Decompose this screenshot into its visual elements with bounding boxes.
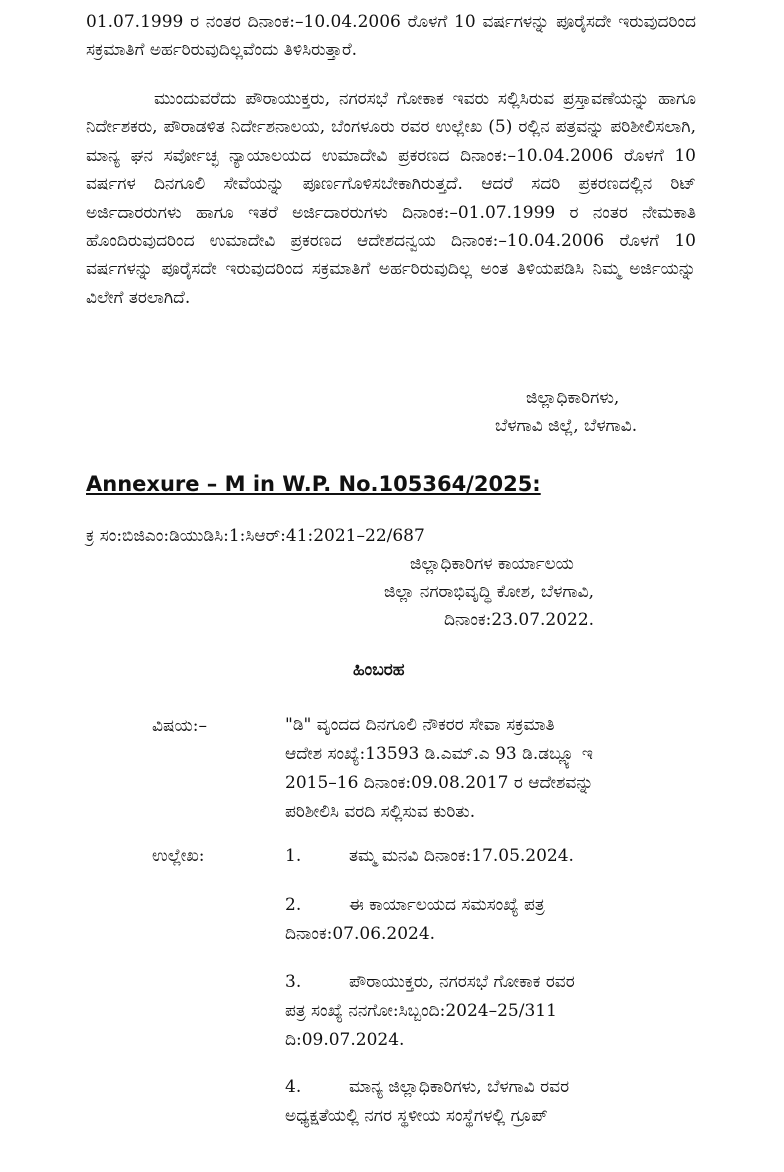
reference-item xyxy=(285,968,685,1055)
reference-line: ಅಧ್ಯಕ್ಷತೆಯಲ್ಲಿ ನಗರ ಸ್ಥಳೀಯ ಸಂಸ್ಥೆಗಳಲ್ಲಿ ಗ್ರೂಪ್ xyxy=(285,1106,548,1126)
paragraph-continuation: 01.07.1999 ರ ನಂತರ ದಿನಾಂಕ:–10.04.2006 ರೊಳಗೆ 10 ವರ್ಷಗಳನ್ನು ಪೂರೈಸದೇ ಇರುವುದರಿಂದ ಸಕ್ರಮಾತಿಗೆ ಅರ್ಹರಿರುವುದಿಲ್ಲವೆಂದು ತಿಳಿಸಿರುತ್ತಾರೆ. xyxy=(86,12,696,61)
subject-text xyxy=(285,711,685,827)
reference-item xyxy=(285,842,685,871)
subject-label: ವಿಷಯ:– xyxy=(152,716,207,736)
reference-number: ಕ್ರ ಸಂ:ಬಿಜಿಎಂ:ಡಿಯುಡಿಸಿ:1:ಸಿಆರ್:41:2021–22/687 xyxy=(86,526,425,546)
reference-item xyxy=(285,891,685,949)
paragraph-main: ಮುಂದುವರೆದು ಪೌರಾಯುಕ್ತರು, ನಗರಸಭೆ ಗೋಕಾಕ ಇವರು ಸಲ್ಲಿಸಿರುವ ಪ್ರಸ್ತಾವಣೆಯನ್ನು ಹಾಗೂ ನಿರ್ದೇಶಕರು, ಪೌರಾಡಳಿತ ನಿರ್ದೇಶನಾಲಯ, ಬೆಂಗಳೂರು ರವರ ಉಲ್ಲೇಖ (5) ರಲ್ಲಿನ ಪತ್ರವನ್ನು ಪರಿಶೀಲಿಸಲಾಗಿ, ಮಾನ್ಯ ಘನ ಸರ್ವೋಚ್ಛ ನ್ಯಾಯಾಲಯದ ಉಮಾದೇವಿ ಪ್ರಕರಣದ ದಿನಾಂಕ:–10.04.2006 ರೊಳಗೆ 10 ವರ್ಷಗಳ ದಿನಗೂಲಿ ಸೇವೆಯನ್ನು ಪೂರ್ಣಗೊಳಿಸಬೇಕಾಗಿರುತ್ತದೆ. ಆದರೆ ಸದರಿ ಪ್ರಕರಣದಲ್ಲಿನ ರಿಟ್ ಅರ್ಜಿದಾರರುಗಳು ಹಾಗೂ ಇತರೆ ಅರ್ಜಿದಾರರುಗಳು ದಿನಾಂಕ:–01.07.1999 ರ ನಂತರ ನೇಮಕಾತಿ ಹೊಂದಿರುವುದರಿಂದ ಉಮಾದೇವಿ ಪ್ರಕರಣದ ಆದೇಶದನ್ವಯ ದಿನಾಂಕ:–10.04.2006 ರೊಳಗೆ 10 ವರ್ಷಗಳನ್ನು ಪೂರೈಸದೇ ಇರುವುದರಿಂದ ಸಕ್ರಮಾತಿಗೆ ಅರ್ಹರಿರುವುದಿಲ್ಲ ಅಂತ ತಿಳಿಯಪಡಿಸಿ ನಿಮ್ಮ ಅರ್ಜಿಯನ್ನು ವಿಲೇಗೆ ತರಲಾಗಿದೆ. xyxy=(86,89,696,308)
subject-line: 2015–16 ದಿನಾಂಕ:09.08.2017 ರ ಆದೇಶವನ್ನು xyxy=(285,773,594,793)
reference-line: ಪತ್ರ ಸಂಖ್ಯೆ ನನಗೋ:ಸಿಬ್ಬಂದಿ:2024–25/311 xyxy=(285,1001,557,1021)
office-name: ಜಿಲ್ಲಾಧಿಕಾರಿಗಳ ಕಾರ್ಯಾಲಯ xyxy=(410,554,574,574)
reference-line: ದಿನಾಂಕ:07.06.2024. xyxy=(285,924,436,944)
reference-num: 3. xyxy=(285,972,302,992)
reference-line: ದಿ:09.07.2024. xyxy=(285,1030,405,1050)
document-title: ಹಿಂಬರಹ xyxy=(353,660,405,680)
references-label: ಉಲ್ಲೇಖ: xyxy=(152,846,205,866)
reference-line: ತಮ್ಮ ಮನವಿ ದಿನಾಂಕ:17.05.2024. xyxy=(349,846,574,866)
subject-line: ಪರಿಶೀಲಿಸಿ ವರದಿ ಸಲ್ಲಿಸುವ ಕುರಿತು. xyxy=(285,802,476,822)
office-cell: ಜಿಲ್ಲಾ ನಗರಾಭಿವೃದ್ಧಿ ಕೋಶ, ಬೆಳಗಾವಿ, xyxy=(384,582,594,602)
reference-line: ಪೌರಾಯುಕ್ತರು, ನಗರಸಭೆ ಗೋಕಾಕ ರವರ xyxy=(349,972,575,992)
signature-place: ಬೆಳಗಾವಿ ಜಿಲ್ಲೆ, ಬೆಳಗಾವಿ. xyxy=(495,416,638,436)
signature-title: ಜಿಲ್ಲಾಧಿಕಾರಿಗಳು, xyxy=(526,388,620,408)
reference-num: 2. xyxy=(285,895,302,915)
reference-num: 4. xyxy=(285,1077,302,1097)
subject-line: ಆದೇಶ ಸಂಖ್ಯೆ:13593 ಡಿ.ಎಮ್.ಎ 93 ಡಿ.ಡಬ್ಲ್ಯೂ ಇ xyxy=(285,744,593,764)
reference-num: 1. xyxy=(285,846,302,866)
reference-line: ಮಾನ್ಯ ಜಿಲ್ಲಾಧಿಕಾರಿಗಳು, ಬೆಳಗಾವಿ ರವರ xyxy=(349,1077,570,1097)
reference-line: ಈ ಕಾರ್ಯಾಲಯದ ಸಮಸಂಖ್ಯೆ ಪತ್ರ xyxy=(349,895,545,915)
reference-item xyxy=(285,1073,685,1131)
annexure-heading: Annexure – M in W.P. No.105364/2025: xyxy=(86,472,541,496)
letter-date: ದಿನಾಂಕ:23.07.2022. xyxy=(444,610,595,630)
subject-line: "ಡಿ" ವೃಂದದ ದಿನಗೂಲಿ ನೌಕರರ ಸೇವಾ ಸಕ್ರಮಾತಿ xyxy=(285,715,555,735)
